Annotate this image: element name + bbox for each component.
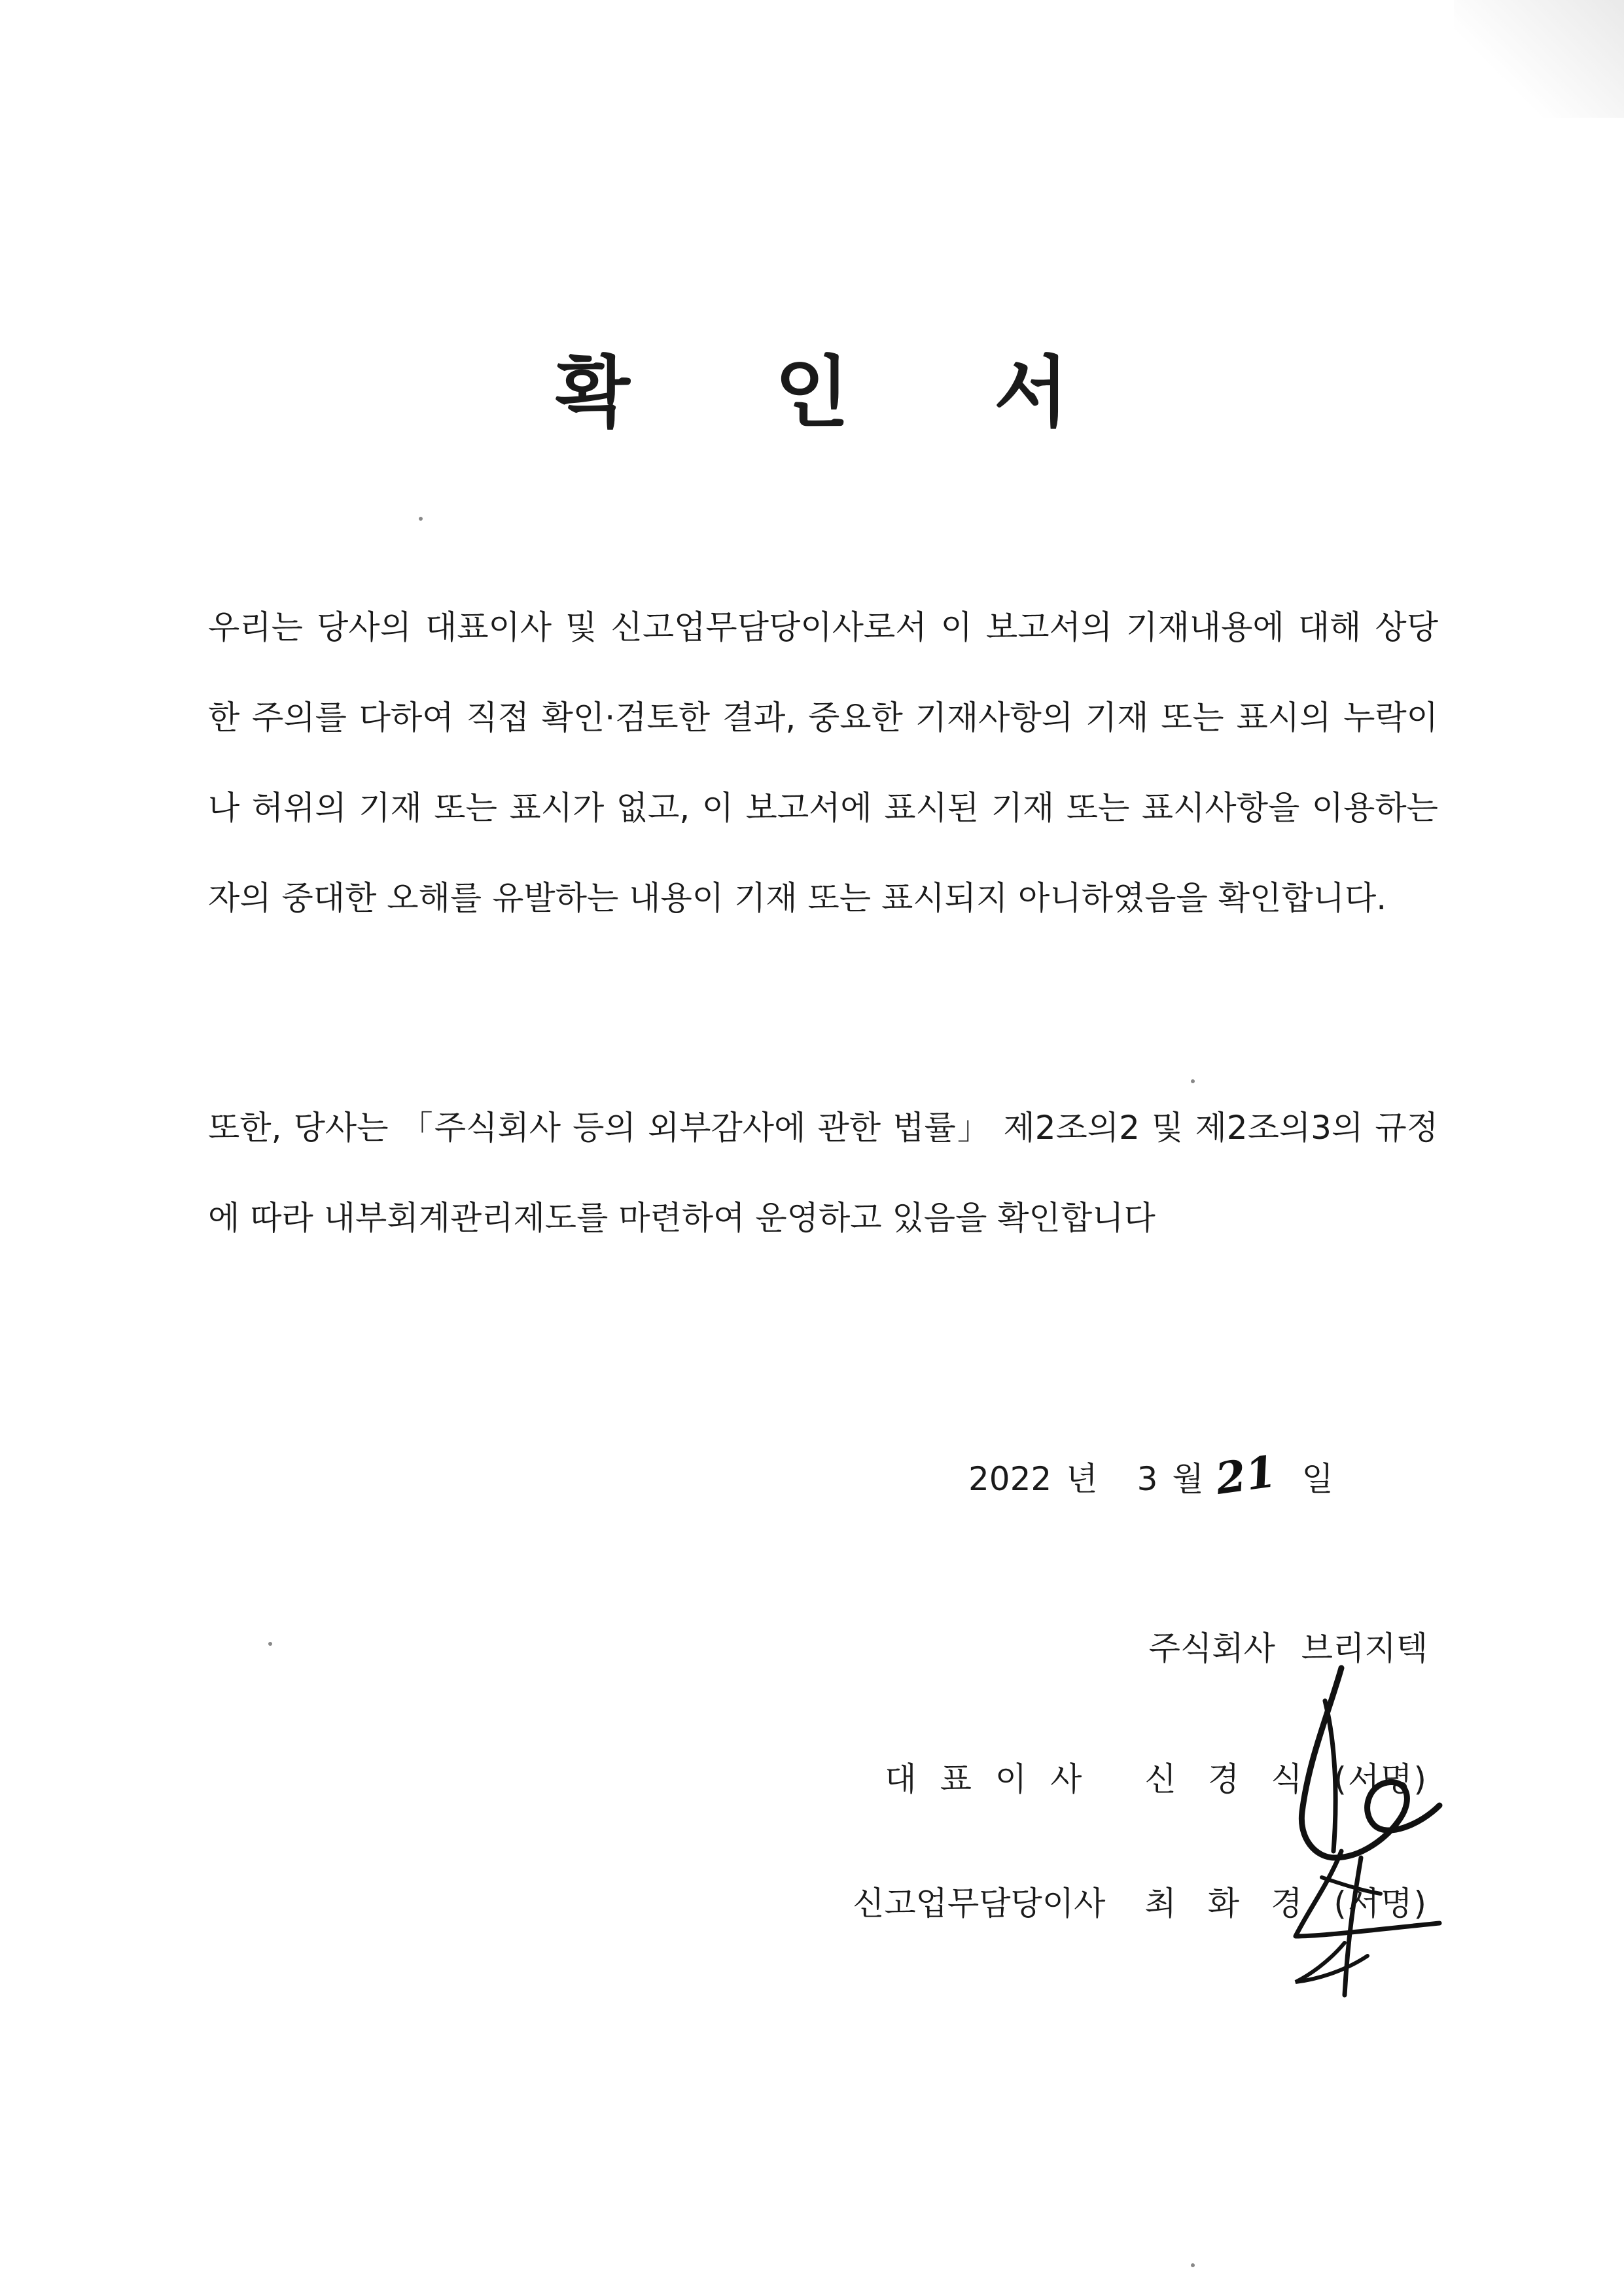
internal-control-paragraph: 또한, 당사는 「주식회사 등의 외부감사에 관한 법률」 제2조의2 및 제2조의3의 규정에 따라 내부회계관리제도를 마련하여 운영하고 있음을 확인합니다	[208, 1109, 1438, 1237]
date-month: 3	[1137, 1460, 1158, 1498]
scan-speck	[1191, 1079, 1195, 1083]
scan-shadow	[1454, 0, 1624, 118]
date-day-handwritten: 21	[1212, 1445, 1279, 1505]
signatory-role: 대표이사	[885, 1760, 1106, 1798]
company-brand: 브리지텍	[1301, 1629, 1428, 1667]
date-day-unit: 일	[1301, 1460, 1333, 1498]
signature-label: (서명)	[1333, 1760, 1428, 1798]
scan-speck	[1191, 2263, 1195, 2267]
date-year: 2022	[968, 1460, 1052, 1498]
signatory-name: 최화경	[1144, 1885, 1334, 1922]
scan-speck	[268, 1642, 272, 1646]
date-line	[968, 1439, 1439, 1515]
signatory-name: 신경식	[1144, 1760, 1334, 1798]
company-name	[1149, 1616, 1428, 1681]
document-title: 확 인 서	[555, 347, 1128, 438]
scan-speck	[419, 517, 423, 521]
signatory-ceo	[885, 1747, 1428, 1812]
signatory-reporting-officer	[853, 1871, 1428, 1936]
signature-label: (서명)	[1333, 1885, 1428, 1922]
company-prefix: 주식회사	[1148, 1629, 1275, 1667]
date-month-unit: 월	[1172, 1460, 1204, 1498]
date-year-unit: 년	[1066, 1460, 1098, 1498]
signatory-role: 신고업무담당이사	[853, 1885, 1106, 1922]
confirmation-paragraph: 우리는 당사의 대표이사 및 신고업무담당이사로서 이 보고서의 기재내용에 대해 상당한 주의를 다하여 직접 확인·검토한 결과, 중요한 기재사항의 기재 또는 표시의 누락이나 허위의 기재 또는 표시가 없고, 이 보고서에 표시된 기재 또는 표시사항을 이용하는 자의 중대한 오해를 유발하는 내용이 기재 또는 표시되지 아니하였음을 확인합니다.	[208, 608, 1438, 917]
